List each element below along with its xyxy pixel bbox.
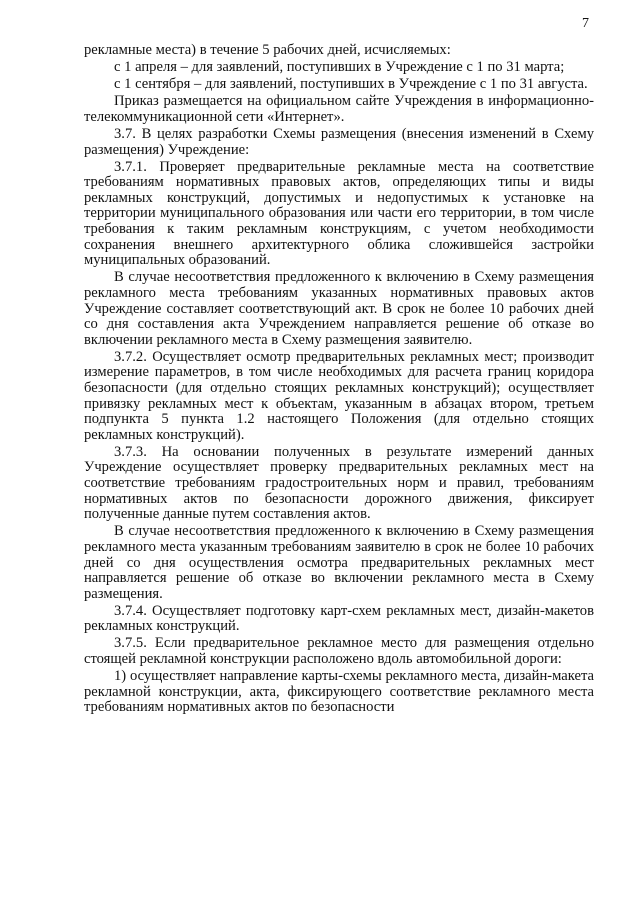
paragraph: с 1 апреля – для заявлений, поступивших в Учреждение с 1 по 31 марта; xyxy=(114,59,565,76)
paragraph: 3.7.3. На основании полученных в результате измерений данных Учреждение осуществляет проверку предварительных рекламных мест на соответствие требованиям градостроительных норм и правил, требованиям нормативных актов по безопасности дорожного движения, фиксирует полученные данные путем составления актов. xyxy=(84,443,594,523)
document-body xyxy=(84,43,594,717)
paragraph: 3.7.4. Осуществляет подготовку карт-схем рекламных мест, дизайн-макетов рекламных конструкций. xyxy=(84,602,594,635)
paragraph: с 1 сентября – для заявлений, поступивших в Учреждение с 1 по 31 августа. xyxy=(114,76,588,93)
paragraph: рекламные места) в течение 5 рабочих дней, исчисляемых: xyxy=(84,42,451,58)
paragraph: 3.7.2. Осуществляет осмотр предварительных рекламных мест; производит измерение параметров, в том числе необходимых для расчета границ коридора безопасности (для отдельно стоящих рекламных конструкций); осуществляет привязку рекламных мест к объектам, указанным в абзацах втором, третьем подпункта 5 пункта 1.2 настоящего Положения (для отдельно стоящих рекламных конструкций). xyxy=(84,348,594,443)
paragraph: 1) осуществляет направление карты-схемы рекламного места, дизайн-макета рекламной конструкции, акта, фиксирующего соответствие рекламного места требованиям нормативных актов по безопасности xyxy=(84,668,594,716)
paragraph: 3.7.5. Если предварительное рекламное место для размещения отдельно стоящей рекламной конструкции расположено вдоль автомобильной дороги: xyxy=(84,635,594,668)
paragraph: 3.7.1. Проверяет предварительные рекламные места на соответствие требованиям нормативных правовых актов, определяющих типы и виды рекламных конструкций, допустимых и недопустимых к установке на территории муниципального образования или части его территории, в том числе требования к таким рекламным конструкциям, с учетом необходимости сохранения внешнего архитектурного облика сложившейся застройки муниципальных образований. xyxy=(84,158,594,269)
paragraph: 3.7. В целях разработки Схемы размещения (внесения изменений в Схему размещения) Учреждение: xyxy=(84,125,594,158)
paragraph: В случае несоответствия предложенного к включению в Схему размещения рекламного места указанным требованиям заявителю в срок не более 10 рабочих дней со дня осуществления осмотра предварительных рекламных мест направляется решение об отказе во включении рекламного места в Схему размещения. xyxy=(84,523,594,602)
paragraph: Приказ размещается на официальном сайте Учреждения в информационно-телекоммуникационной сети «Интернет». xyxy=(84,93,594,125)
paragraph: В случае несоответствия предложенного к включению в Схему размещения рекламного места требованиям указанных нормативных правовых актов Учреждение составляет соответствующий акт. В срок не более 10 рабочих дней со дня составления акта Учреждением направляется решение об отказе во включении рекламного места в Схему размещения заявителю. xyxy=(84,269,594,348)
page-number: 7 xyxy=(582,16,589,31)
